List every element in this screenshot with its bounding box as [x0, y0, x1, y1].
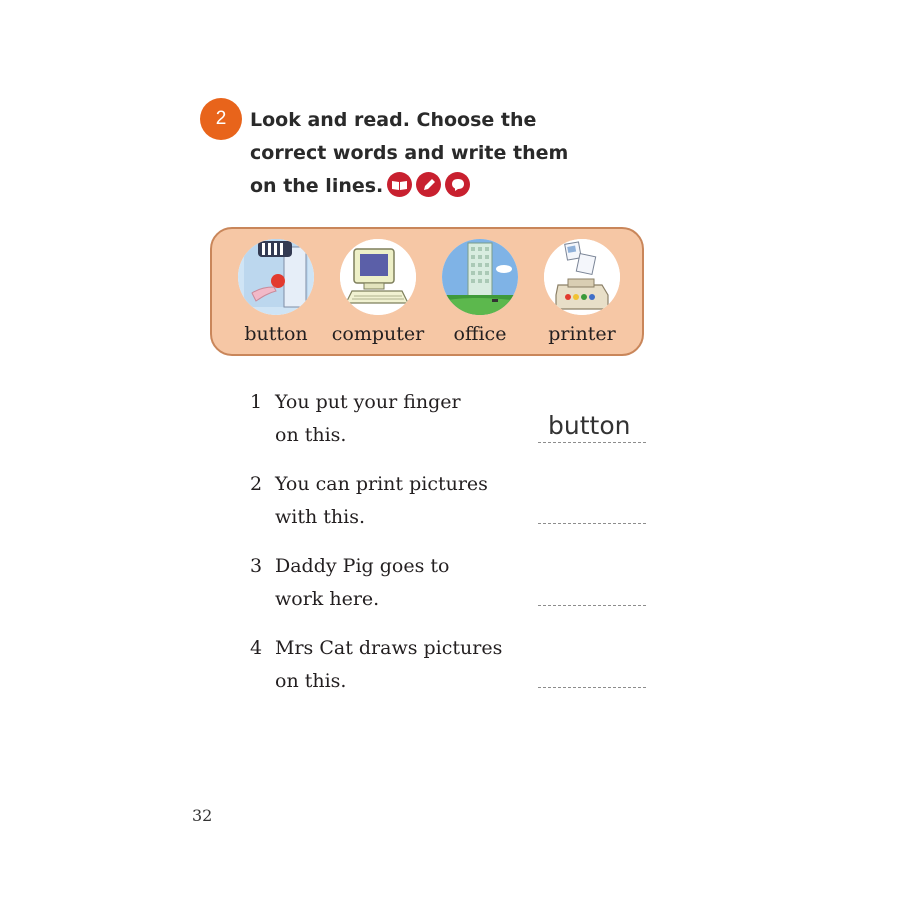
button-picture: [238, 239, 314, 315]
instruction-line: on the lines.: [250, 175, 384, 197]
question-line: You can print pictures: [275, 473, 488, 495]
instruction-line: Look and read. Choose the: [250, 109, 537, 131]
word-item-button: [221, 239, 331, 345]
word-computer: computer: [331, 323, 425, 345]
page-number: 32: [192, 806, 213, 825]
answer-3-line[interactable]: [538, 605, 646, 606]
computer-picture: [340, 239, 416, 315]
word-item-office: [425, 239, 535, 345]
question-line: on this.: [275, 424, 347, 446]
speaking-icon: [445, 172, 470, 197]
word-box: [210, 227, 644, 356]
answer-1-line[interactable]: [538, 442, 646, 443]
reading-book-icon: [387, 172, 412, 197]
instruction-line-with-icons: [250, 170, 610, 203]
question-line: work here.: [275, 588, 380, 610]
word-button: button: [244, 323, 308, 345]
answer-2-line[interactable]: [538, 523, 646, 524]
exercise-instructions: [250, 104, 610, 203]
question-text: [275, 468, 650, 534]
question-line: Daddy Pig goes to: [275, 555, 450, 577]
office-building-picture: [442, 239, 518, 315]
question-text: [275, 632, 650, 698]
question-number: 2: [250, 473, 263, 495]
answer-1-text: button: [548, 411, 631, 440]
question-number: 1: [250, 391, 263, 413]
exercise-number: 2: [215, 108, 227, 129]
question-line: on this.: [275, 670, 347, 692]
question-number: 3: [250, 555, 263, 577]
question-text: [275, 550, 650, 616]
skill-icons: [387, 172, 470, 197]
writing-pencil-icon: [416, 172, 441, 197]
word-item-computer: [323, 239, 433, 345]
question-line: You put your finger: [275, 391, 461, 413]
question-line: with this.: [275, 506, 365, 528]
word-item-printer: [527, 239, 637, 345]
question-2: [250, 468, 650, 534]
question-line: Mrs Cat draws pictures: [275, 637, 503, 659]
instruction-line: correct words and write them: [250, 142, 569, 164]
printer-picture: [544, 239, 620, 315]
exercise-number-badge: [200, 98, 242, 140]
answer-4-line[interactable]: [538, 687, 646, 688]
word-printer: printer: [548, 323, 616, 345]
question-number: 4: [250, 637, 263, 659]
question-4: [250, 632, 650, 698]
word-office: office: [453, 323, 507, 345]
question-3: [250, 550, 650, 616]
